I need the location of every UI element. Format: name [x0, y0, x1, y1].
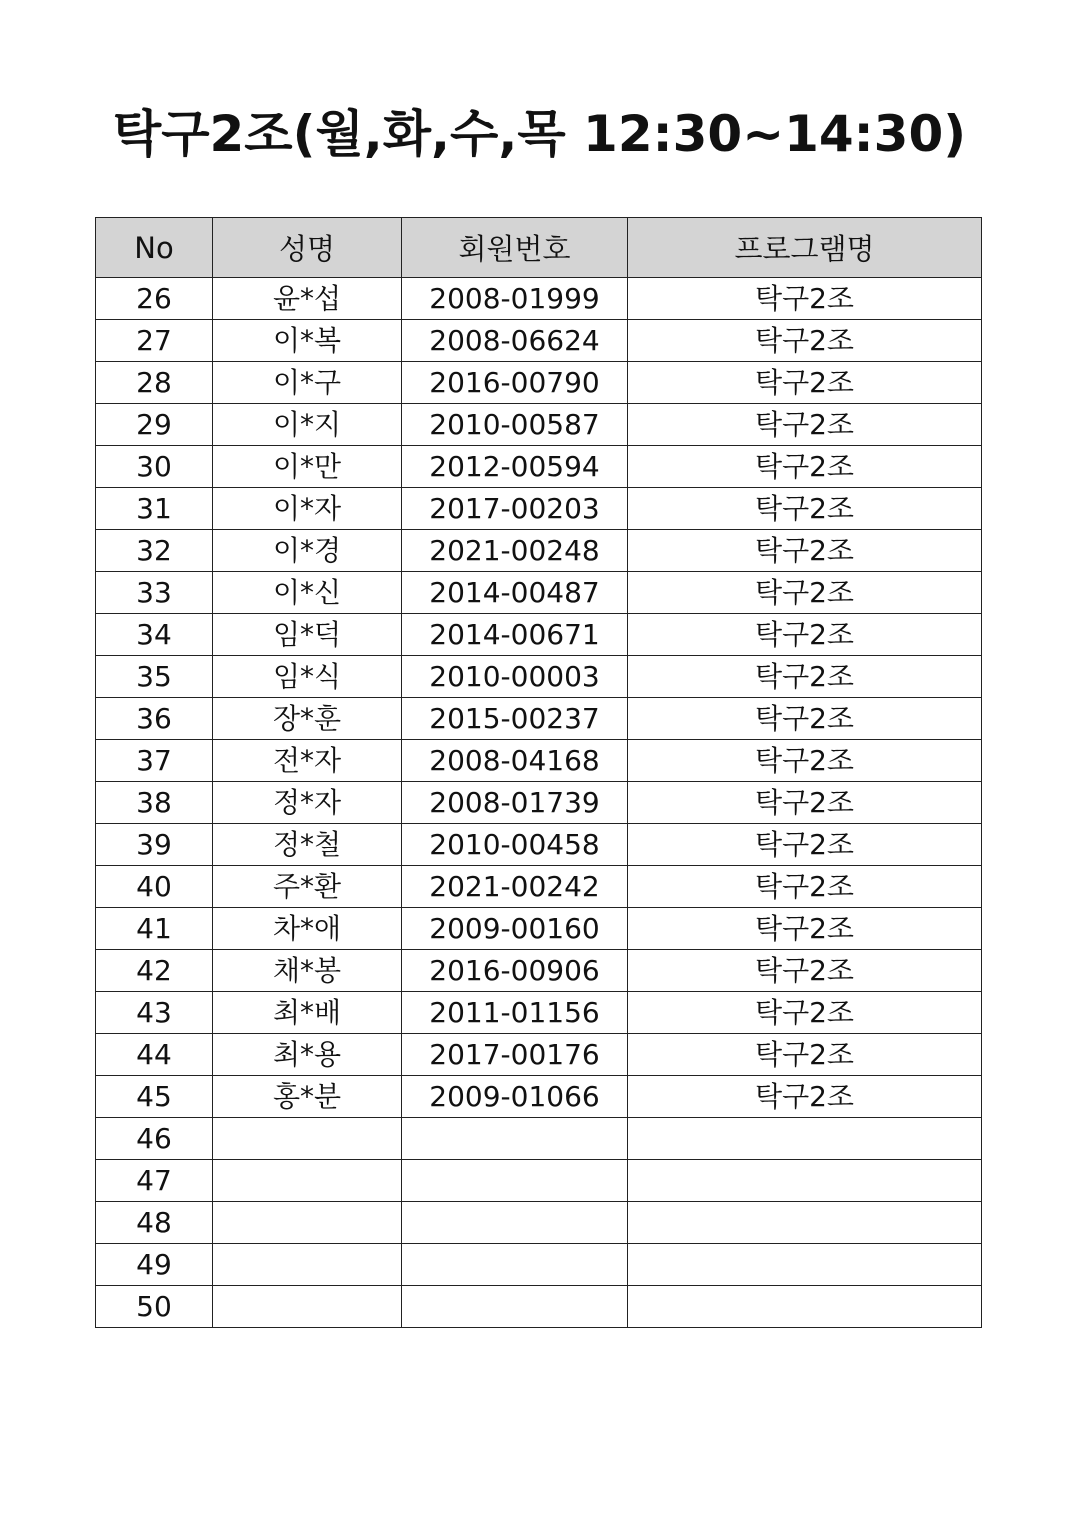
cell-program: 탁구2조 [628, 572, 982, 614]
cell-program: 탁구2조 [628, 782, 982, 824]
table-row [96, 1244, 982, 1286]
cell-program: 탁구2조 [628, 950, 982, 992]
cell-no: 44 [96, 1034, 213, 1076]
cell-program: 탁구2조 [628, 446, 982, 488]
cell-name: 임*식 [213, 656, 402, 698]
cell-no: 35 [96, 656, 213, 698]
table-row [96, 698, 982, 740]
cell-member-id: 2014-00487 [402, 572, 628, 614]
cell-name: 최*배 [213, 992, 402, 1034]
table-row [96, 362, 982, 404]
cell-program: 탁구2조 [628, 404, 982, 446]
cell-name: 정*자 [213, 782, 402, 824]
table-row [96, 740, 982, 782]
page-title: 탁구2조(월,화,수,목 12:30~14:30) [112, 105, 967, 163]
cell-member-id: 2014-00671 [402, 614, 628, 656]
cell-member-id: 2009-01066 [402, 1076, 628, 1118]
table-row [96, 782, 982, 824]
header-program: 프로그램명 [628, 218, 982, 278]
cell-program: 탁구2조 [628, 824, 982, 866]
cell-member-id: 2017-00176 [402, 1034, 628, 1076]
table-row [96, 320, 982, 362]
table-row [96, 614, 982, 656]
header-no: No [96, 218, 213, 278]
cell-no: 31 [96, 488, 213, 530]
cell-no: 36 [96, 698, 213, 740]
roster-body [96, 278, 982, 1328]
cell-name: 이*지 [213, 404, 402, 446]
table-row [96, 1160, 982, 1202]
table-row [96, 866, 982, 908]
cell-program [628, 1160, 982, 1202]
cell-program [628, 1202, 982, 1244]
cell-member-id: 2011-01156 [402, 992, 628, 1034]
cell-name: 임*덕 [213, 614, 402, 656]
cell-name: 장*훈 [213, 698, 402, 740]
cell-member-id: 2021-00242 [402, 866, 628, 908]
cell-name: 윤*섭 [213, 278, 402, 320]
cell-program: 탁구2조 [628, 740, 982, 782]
table-row [96, 824, 982, 866]
cell-no: 27 [96, 320, 213, 362]
cell-program [628, 1118, 982, 1160]
cell-program: 탁구2조 [628, 362, 982, 404]
cell-member-id: 2010-00458 [402, 824, 628, 866]
cell-name: 이*만 [213, 446, 402, 488]
cell-program: 탁구2조 [628, 866, 982, 908]
cell-program [628, 1286, 982, 1328]
cell-member-id: 2009-00160 [402, 908, 628, 950]
table-row [96, 1076, 982, 1118]
table-row [96, 992, 982, 1034]
table-row [96, 488, 982, 530]
cell-member-id: 2008-04168 [402, 740, 628, 782]
cell-program: 탁구2조 [628, 278, 982, 320]
cell-name: 이*경 [213, 530, 402, 572]
table-row [96, 1034, 982, 1076]
cell-name [213, 1286, 402, 1328]
cell-no: 33 [96, 572, 213, 614]
cell-no: 41 [96, 908, 213, 950]
header-member-id: 회원번호 [402, 218, 628, 278]
cell-program: 탁구2조 [628, 992, 982, 1034]
cell-no: 29 [96, 404, 213, 446]
cell-member-id [402, 1160, 628, 1202]
cell-no: 40 [96, 866, 213, 908]
cell-member-id: 2010-00587 [402, 404, 628, 446]
cell-no: 46 [96, 1118, 213, 1160]
table-row [96, 446, 982, 488]
cell-member-id [402, 1244, 628, 1286]
cell-no: 26 [96, 278, 213, 320]
cell-program: 탁구2조 [628, 614, 982, 656]
table-row [96, 572, 982, 614]
cell-member-id: 2015-00237 [402, 698, 628, 740]
cell-no: 45 [96, 1076, 213, 1118]
header-row [96, 218, 982, 278]
cell-name: 이*복 [213, 320, 402, 362]
cell-name: 이*자 [213, 488, 402, 530]
cell-program: 탁구2조 [628, 1076, 982, 1118]
cell-program: 탁구2조 [628, 656, 982, 698]
roster-table [95, 217, 982, 1328]
cell-no: 30 [96, 446, 213, 488]
table-row [96, 1202, 982, 1244]
table-row [96, 404, 982, 446]
header-name: 성명 [213, 218, 402, 278]
table-row [96, 1286, 982, 1328]
cell-member-id: 2008-01739 [402, 782, 628, 824]
table-row [96, 530, 982, 572]
cell-name [213, 1118, 402, 1160]
cell-name [213, 1202, 402, 1244]
cell-no: 49 [96, 1244, 213, 1286]
cell-no: 42 [96, 950, 213, 992]
table-row [96, 950, 982, 992]
cell-name: 이*신 [213, 572, 402, 614]
cell-name [213, 1244, 402, 1286]
cell-name: 최*용 [213, 1034, 402, 1076]
cell-member-id: 2008-06624 [402, 320, 628, 362]
cell-program: 탁구2조 [628, 1034, 982, 1076]
cell-no: 43 [96, 992, 213, 1034]
cell-no: 39 [96, 824, 213, 866]
cell-member-id: 2008-01999 [402, 278, 628, 320]
cell-no: 50 [96, 1286, 213, 1328]
cell-name: 전*자 [213, 740, 402, 782]
cell-member-id: 2010-00003 [402, 656, 628, 698]
cell-no: 32 [96, 530, 213, 572]
cell-no: 48 [96, 1202, 213, 1244]
cell-no: 37 [96, 740, 213, 782]
table-row [96, 656, 982, 698]
cell-name: 차*애 [213, 908, 402, 950]
cell-no: 47 [96, 1160, 213, 1202]
cell-member-id: 2016-00906 [402, 950, 628, 992]
table-row [96, 278, 982, 320]
cell-member-id [402, 1118, 628, 1160]
cell-program: 탁구2조 [628, 908, 982, 950]
cell-program [628, 1244, 982, 1286]
cell-program: 탁구2조 [628, 698, 982, 740]
cell-member-id: 2012-00594 [402, 446, 628, 488]
cell-member-id: 2021-00248 [402, 530, 628, 572]
cell-member-id: 2017-00203 [402, 488, 628, 530]
cell-name: 채*봉 [213, 950, 402, 992]
cell-member-id [402, 1286, 628, 1328]
cell-program: 탁구2조 [628, 320, 982, 362]
cell-no: 34 [96, 614, 213, 656]
table-row [96, 908, 982, 950]
cell-program: 탁구2조 [628, 530, 982, 572]
table-row [96, 1118, 982, 1160]
cell-name: 정*철 [213, 824, 402, 866]
cell-no: 28 [96, 362, 213, 404]
cell-member-id [402, 1202, 628, 1244]
cell-no: 38 [96, 782, 213, 824]
cell-name: 주*환 [213, 866, 402, 908]
cell-name: 홍*분 [213, 1076, 402, 1118]
cell-program: 탁구2조 [628, 488, 982, 530]
cell-member-id: 2016-00790 [402, 362, 628, 404]
cell-name: 이*구 [213, 362, 402, 404]
cell-name [213, 1160, 402, 1202]
